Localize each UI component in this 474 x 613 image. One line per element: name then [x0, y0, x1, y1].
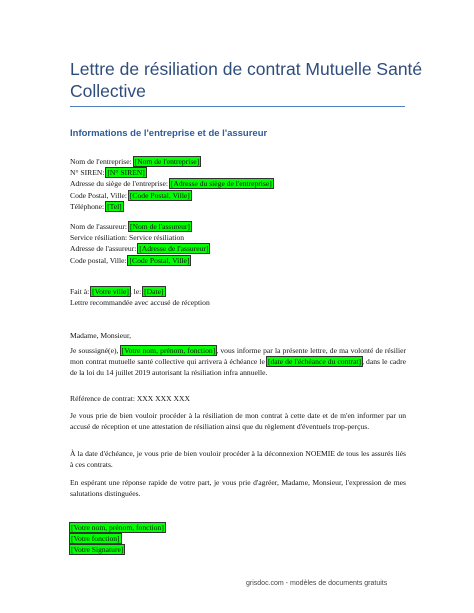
enterprise-phone-placeholder[interactable]: [Tel] — [107, 201, 122, 211]
section-heading: Informations de l'entreprise et de l'assureur — [70, 128, 268, 139]
paragraph-closing: En espérant une réponse rapide de votre part, je vous prie d'agréer, Madame, Monsieur, l'expression de mes salutations distinguées. — [70, 478, 406, 498]
enterprise-phone-label: Téléphone: — [70, 201, 107, 211]
intro-start: Je soussigné(e), — [70, 346, 121, 355]
date-placeholder[interactable]: [Date] — [144, 287, 164, 296]
fait-label: Fait à: — [70, 287, 92, 296]
enterprise-postal-placeholder[interactable]: [Code Postal, Ville] — [129, 190, 190, 200]
place-date-block — [70, 286, 210, 308]
insurer-name-line — [70, 221, 209, 232]
enterprise-postal-label: Code Postal, Ville: — [70, 190, 129, 200]
signatory-name-placeholder[interactable]: [Votre nom, prénom, fonction] — [121, 346, 216, 355]
signature-name-placeholder[interactable]: [Votre nom, prénom, fonction] — [71, 523, 164, 532]
insurer-address-line — [70, 243, 209, 254]
insurer-postal-label: Code postal, Ville: — [70, 255, 129, 265]
intro-middle: , vous informe par la présente lettre, de ma volonté de résilier mon contrat mutuelle santé collective qui arrivera à échéance le — [70, 346, 406, 366]
footer — [246, 580, 387, 587]
insurer-info-block — [70, 221, 209, 266]
signature-function-placeholder[interactable]: [Votre fonction] — [71, 534, 120, 544]
signature-block — [70, 522, 165, 556]
insurer-name-label: Nom de l'assureur: — [70, 222, 129, 231]
enterprise-address-placeholder[interactable]: [Adresse du siège de l'entreprise] — [170, 179, 272, 189]
enterprise-postal-line — [70, 190, 273, 201]
enterprise-name-line — [70, 156, 273, 167]
insurer-postal-placeholder[interactable]: [Code Postal, Ville] — [129, 255, 190, 265]
expiry-date-placeholder[interactable]: [date de l'échéance du contrat] — [267, 356, 362, 366]
place-date-line — [70, 286, 210, 297]
siren-line — [70, 167, 273, 178]
enterprise-address-label: Adresse du siège de l'entreprise: — [70, 179, 170, 189]
insurer-postal-line — [70, 255, 209, 266]
title-divider — [70, 106, 405, 107]
siren-placeholder[interactable]: [N° SIREN] — [107, 168, 145, 178]
salutation: Madame, Monsieur, — [70, 331, 132, 340]
insurer-name-placeholder[interactable]: [Nom de l'assureur] — [129, 222, 190, 231]
signature-sign-placeholder[interactable]: [Votre Signature] — [71, 545, 124, 555]
contract-reference: Référence de contrat: XXX XXX XXX — [70, 394, 190, 403]
siren-label: N° SIREN: — [70, 168, 107, 178]
insurer-service-line: Service résiliation: Service résiliation — [70, 233, 185, 243]
insurer-address-placeholder[interactable]: [Adresse de l'assureur] — [139, 244, 209, 254]
le-label: , le: — [129, 287, 144, 296]
paragraph-intro — [70, 346, 406, 378]
enterprise-info-block — [70, 156, 273, 212]
intro-end: , dans le cadre de la loi du 14 juillet 2019 autorisant la résiliation infra annuelle. — [70, 356, 407, 377]
enterprise-phone-line — [70, 201, 273, 212]
enterprise-address-line — [70, 178, 273, 189]
paragraph-request: Je vous prie de bien vouloir procéder à la résiliation de mon contrat à cette date et de m'en informer par un accusé de réception et une attestation de résiliation ainsi que du règlement d'éventuels trop-perçus. — [70, 411, 406, 431]
recommended-letter-line: Lettre recommandée avec accusé de réception — [70, 298, 210, 308]
footer-tagline: - modèles de documents gratuits — [283, 580, 388, 587]
enterprise-name-placeholder[interactable]: [Nom de l'entreprise] — [134, 157, 200, 166]
paragraph-noemie: À la date d'échéance, je vous prie de bien vouloir procéder à la déconnexion NOEMIE de tous les assurés liés à ces contrats. — [70, 449, 406, 469]
insurer-address-label: Adresse de l'assureur: — [70, 244, 139, 254]
city-placeholder[interactable]: [Votre ville] — [92, 287, 129, 296]
footer-site-link[interactable]: grisdoc.com — [246, 580, 284, 587]
enterprise-name-label: Nom de l'entreprise: — [70, 157, 134, 166]
document-title: Lettre de résiliation de contrat Mutuelle Santé Collective — [70, 59, 423, 101]
